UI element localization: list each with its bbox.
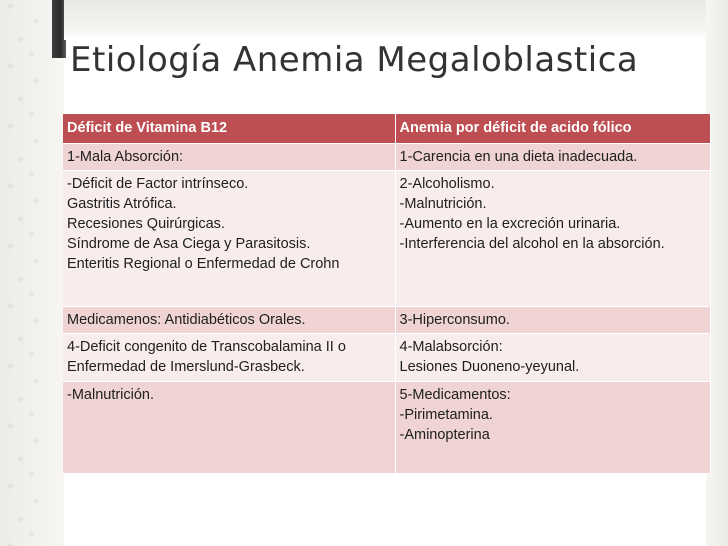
cell-line: Enfermedad de Imerslund-Grasbeck. <box>67 359 305 375</box>
cell-line: -Malnutrición. <box>67 387 155 403</box>
cell-line: -Aminopterina <box>399 427 490 443</box>
cell-line: 3-Hiperconsumo. <box>399 312 510 328</box>
cell-line: Recesiones Quirúrgicas. <box>67 216 225 232</box>
table-row <box>63 307 710 334</box>
cell-line: 1-Carencia en una dieta inadecuada. <box>399 149 638 165</box>
table-cell <box>63 307 395 334</box>
cell-line: Enteritis Regional o Enfermedad de Crohn <box>67 256 340 272</box>
table-cell <box>63 171 395 307</box>
table-cell <box>63 334 395 382</box>
table-cell <box>395 334 710 382</box>
slide-frame-top <box>64 0 728 40</box>
table-cell <box>63 382 395 474</box>
cell-line: -Pirimetamina. <box>399 407 493 423</box>
frame-texture <box>0 0 52 546</box>
cell-line: Gastritis Atrófica. <box>67 196 177 212</box>
cell-line: 4-Malabsorción: <box>399 339 503 355</box>
slide-frame-left <box>0 0 64 546</box>
table-header-row <box>63 114 710 144</box>
table-cell <box>395 307 710 334</box>
cell-line: 5-Medicamentos: <box>399 387 511 403</box>
cell-line: 1-Mala Absorción: <box>67 149 184 165</box>
cell-line: 2-Alcoholismo. <box>399 176 495 192</box>
table-cell <box>395 171 710 307</box>
cell-line: -Aumento en la excreción urinaria. <box>399 216 621 232</box>
cell-line: 4-Deficit congenito de Transcobalamina II o <box>67 339 346 355</box>
table-row <box>63 382 710 474</box>
cell-line: -Interferencia del alcohol en la absorción. <box>399 236 665 252</box>
cell-line: Lesiones Duoneno-yeyunal. <box>399 359 580 375</box>
header-vitamin-b12: Déficit de Vitamina B12 <box>63 114 395 144</box>
table-row <box>63 144 710 171</box>
cell-line: Medicamenos: Antidiabéticos Orales. <box>67 312 306 328</box>
table-row <box>63 334 710 382</box>
cell-line: -Malnutrición. <box>399 196 487 212</box>
cell-line: Síndrome de Asa Ciega y Parasitosis. <box>67 236 311 252</box>
table-row <box>63 171 710 307</box>
table-cell <box>395 144 710 171</box>
etiology-table <box>63 114 711 474</box>
table-cell <box>395 382 710 474</box>
cell-line: -Déficit de Factor intrínseco. <box>67 176 249 192</box>
table-cell <box>63 144 395 171</box>
header-folic-acid: Anemia por déficit de acido fólico <box>395 114 710 144</box>
slide-title: Etiología Anemia Megaloblastica <box>70 40 639 80</box>
